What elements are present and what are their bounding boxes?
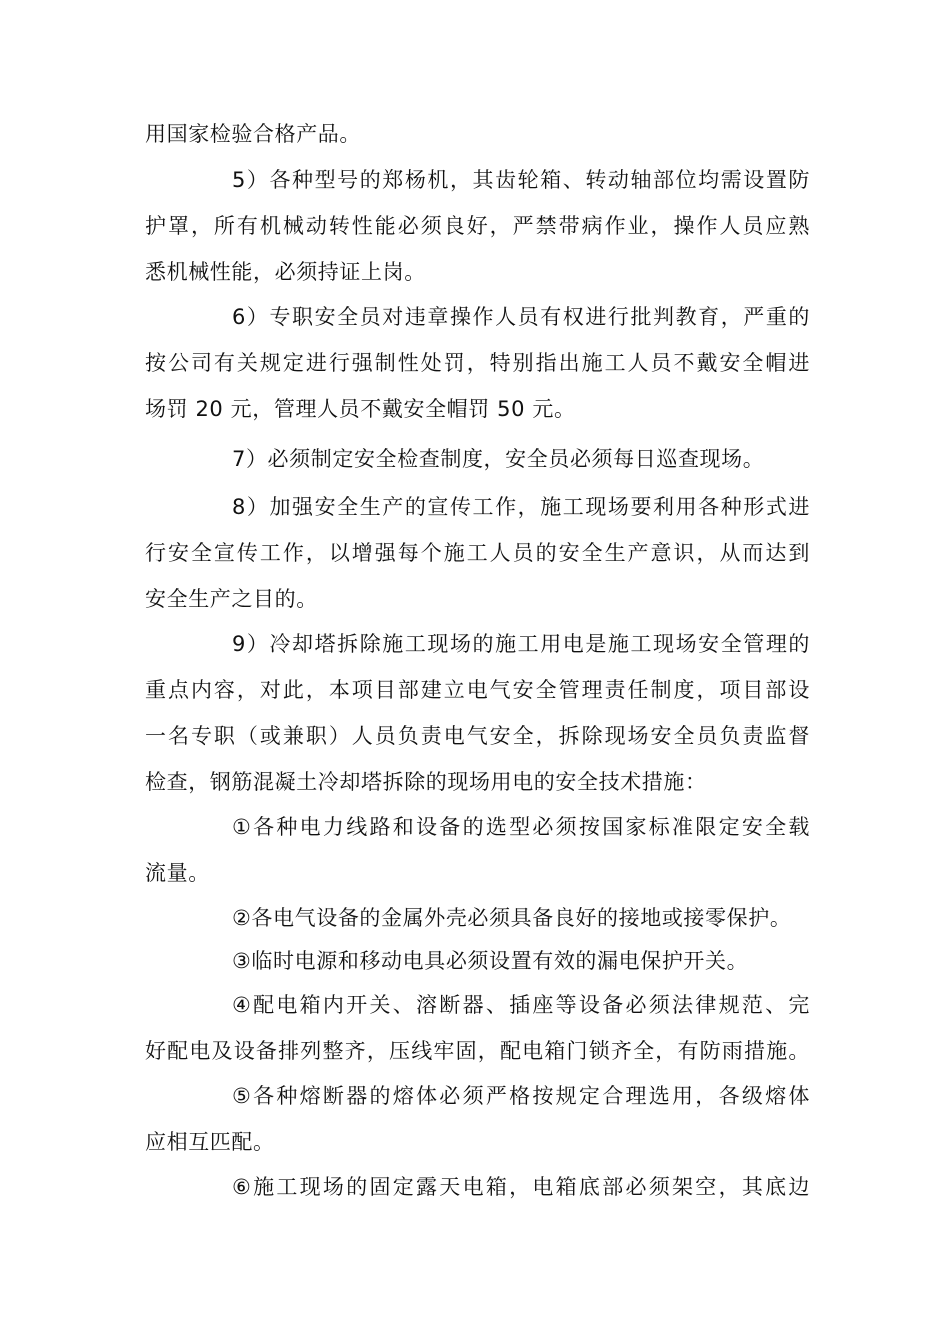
text-line: 护罩，所有机械动转性能必须良好，严禁带病作业，操作人员应熟: [145, 214, 810, 238]
text-line: ②各电气设备的金属外壳必须具备良好的接地或接零保护。: [232, 906, 792, 930]
text-line: 流量。: [145, 861, 210, 885]
text-line: 重点内容，对此，本项目部建立电气安全管理责任制度，项目部设: [145, 678, 810, 702]
text-line: ⑥施工现场的固定露天电箱，电箱底部必须架空，其底边: [232, 1175, 810, 1199]
text-line: ①各种电力线路和设备的选型必须按国家标准限定安全载: [232, 815, 810, 839]
text-line: 安全生产之目的。: [145, 587, 318, 611]
text-line: ④配电箱内开关、溶断器、插座等设备必须法律规范、完: [232, 993, 810, 1017]
text-line: ⑤各种熔断器的熔体必须严格按规定合理选用，各级熔体: [232, 1084, 810, 1108]
text-line: 一名专职（或兼职）人员负责电气安全，拆除现场安全员负责监督: [145, 724, 810, 748]
text-line: 用国家检验合格产品。: [145, 122, 361, 146]
text-line: 8）加强安全生产的宣传工作，施工现场要利用各种形式进: [232, 495, 810, 519]
text-line: 悉机械性能，必须持证上岗。: [145, 260, 426, 284]
text-line: 7）必须制定安全检查制度，安全员必须每日巡查现场。: [232, 447, 765, 471]
text-line: 行安全宣传工作，以增强每个施工人员的安全生产意识，从而达到: [145, 541, 810, 565]
text-line: 按公司有关规定进行强制性处罚，特别指出施工人员不戴安全帽进: [145, 351, 810, 375]
text-line: 检查，钢筋混凝土冷却塔拆除的现场用电的安全技术措施：: [145, 770, 707, 794]
text-line: 6）专职安全员对违章操作人员有权进行批判教育，严重的: [232, 305, 810, 329]
text-line: 9）冷却塔拆除施工现场的施工用电是施工现场安全管理的: [232, 632, 810, 656]
text-line: 应相互匹配。: [145, 1130, 275, 1154]
text-line: ③临时电源和移动电具必须设置有效的漏电保护开关。: [232, 949, 749, 973]
text-line: 场罚 20 元，管理人员不戴安全帽罚 50 元。: [145, 397, 576, 421]
text-line: 5）各种型号的郑杨机，其齿轮箱、转动轴部位均需设置防: [232, 168, 810, 192]
text-line: 好配电及设备排列整齐，压线牢固，配电箱门锁齐全，有防雨措施。: [145, 1039, 810, 1063]
